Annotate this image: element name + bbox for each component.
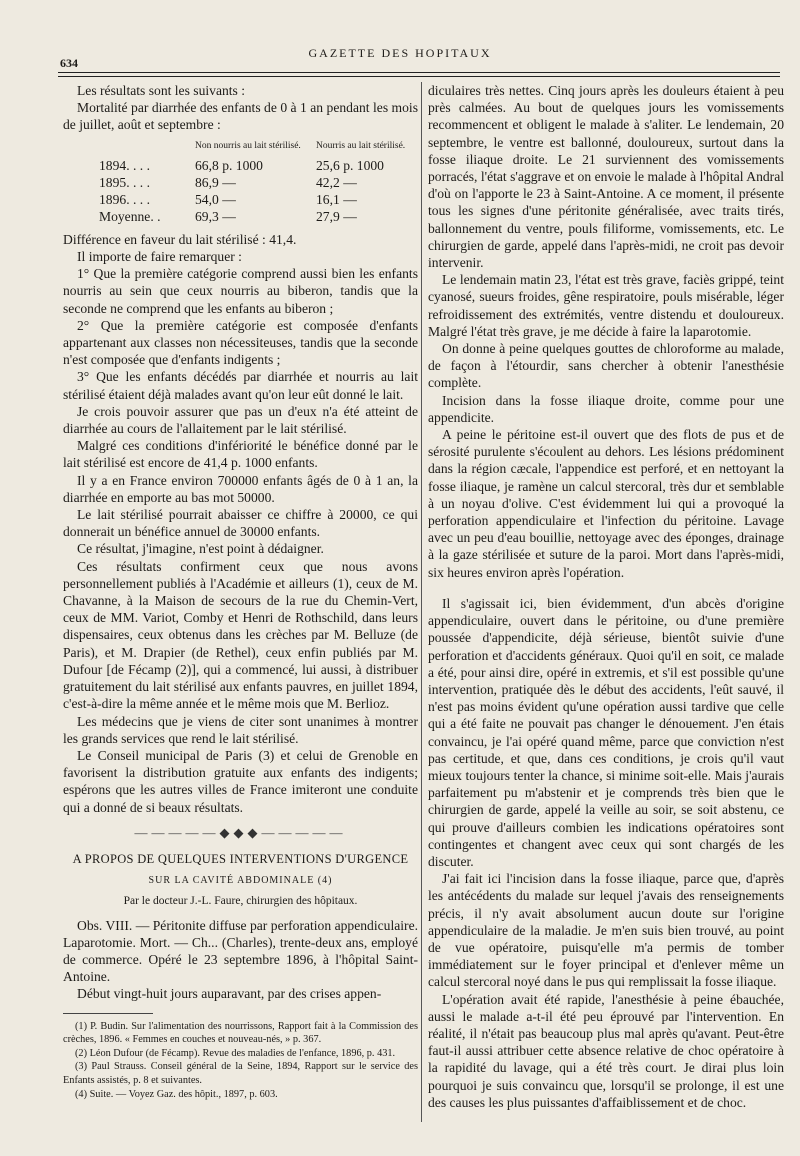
table-cell: 1896. . . .	[99, 191, 150, 207]
paragraph: Le lendemain matin 23, l'état est très grave, faciès grippé, teint cyanosé, sueurs froides, gêne respiratoire, pouls misérable, léger refroidissement des extrémités, ventre distendu et douloureux. Malgré l'état très grave, je me décide à faire la laparotomie.	[428, 272, 784, 339]
right-column	[428, 82, 784, 1111]
table-row	[63, 174, 418, 191]
table-cell: 42,2 —	[316, 174, 357, 190]
ornament-divider: —————◆◆◆—————	[134, 824, 347, 840]
paragraph: Incision dans la fosse iliaque droite, comme pour une appendicite.	[428, 392, 784, 425]
table-row	[63, 208, 418, 225]
paragraph: Ce résultat, j'imagine, n'est point à dédaigner.	[77, 541, 324, 557]
paragraph: 3° Que les enfants décédés par diarrhée et nourris au lait stérilisé étaient déjà malades avant qu'on leur eût donné le lait.	[63, 369, 418, 402]
paragraph: J'ai fait ici l'incision dans la fosse iliaque, parce que, d'après les antécédents du malade sur lequel j'avais des renseignements précis, il n'y avait absolument aucun doute sur l'origine appendiculaire de la maladie. Je m'en suis bien trouvé, au point de vue opératoire, puisqu'elle m'a permis de tomber immédiatement sur le foyer principal et d'enlever même un calcul stercoral noyé dans le pus qui remplissait la fosse iliaque.	[428, 871, 784, 990]
left-column	[63, 82, 418, 1101]
footnote-rule	[63, 1013, 153, 1014]
table-row	[63, 191, 418, 208]
section-title: A PROPOS DE QUELQUES INTERVENTIONS D'URGENCE	[72, 851, 409, 866]
section-subtitle: SUR LA CAVITÉ ABDOMINALE (4)	[148, 875, 333, 887]
mortality-table	[63, 138, 418, 225]
table-cell: Moyenne. .	[99, 208, 161, 224]
paragraph: 2° Que la première catégorie est composée d'enfants appartenant aux classes non nécessiteuses, tandis que la seconde n'est composée que d'enfants indigents ;	[63, 317, 418, 368]
paragraph: diculaires très nettes. Cinq jours après les douleurs étaient à peu près calmées. Au bout de quelques jours les vomissements recommencent et obligent le malade à s'aliter. Le lendemain, 20 septembre, le ventre est ballonné, douloureux, surtout dans la fosse iliaque droite. Le 21 surviennent des vomissements porracés, l'état s'aggrave et on envoie le malade à l'hôpital Andral d'où on l'apporte le 23 à Saint-Antoine. A ce moment, il présente tous les signes d'une péritonite généralisée, avec traits tirés, ballonnement du ventre, pouls filiforme, vomissements, etc. Le chirurgien de garde, appelé dans l'après-midi, ne croit pas devoir intervenir.	[428, 83, 784, 271]
paragraph: Les médecins que je viens de citer sont unanimes à montrer les grands services que rend le lait stérilisé.	[63, 713, 418, 746]
page-number: 634	[60, 56, 78, 70]
table-cell: 54,0 —	[195, 191, 236, 207]
paragraph: L'opération avait été rapide, l'anesthésie à peine ébauchée, aussi le malade a-t-il été peu éprouvé par l'intervention. En réalité, il n'était pas beaucoup plus mal après qu'avant. Peut-être faut-il aussi attribuer cette absence relative de choc opératoire à la rapidité du lavage, qui a été très court. Je dirai plus loin pourquoi je suis convaincu que, lorsqu'il se prolonge, il est une des causes les plus puissantes d'affaiblissement et de choc.	[428, 991, 784, 1110]
paragraph: Je crois pouvoir assurer que pas un d'eux n'a été atteint de diarrhée au cours de l'allaitement par le lait stérilisé.	[63, 403, 418, 437]
table-header: Non nourris au lait stérilisé.	[195, 140, 301, 151]
table-header	[63, 138, 195, 157]
table-cell: 86,9 —	[195, 174, 236, 190]
paragraph: On donne à peine quelques gouttes de chloroforme au malade, de façon à l'étourdir, sans chercher à obtenir l'anesthésie complète.	[428, 341, 784, 391]
footnote: (3) Paul Strauss. Conseil général de la Seine, 1894, Rapport sur le service des Enfants assistés, p. 8 et suivantes.	[63, 1061, 418, 1086]
section-author: Par le docteur J.-L. Faure, chirurgien des hôpitaux.	[123, 895, 358, 908]
paragraph: Il s'agissait ici, bien évidemment, d'un abcès d'origine appendiculaire, ouvert dans le péritoine, ou d'une première poussée d'appendicite, déjà sérieuse, bientôt suivie d'une perforation et d'accidents généraux. Quoi qu'il en soit, ce malade a été, pour ainsi dire, opéré in extremis, et s'il est possible qu'une intervention, pratiquée dès le début des accidents, l'eût sauvé, il n'est pas moins évident qu'une opération aussi tardive que celle qui a été faite ne pouvait pas changer le dénouement. J'en étais convaincu, je l'ai opéré quand même, parce que conviction n'est pas certitude, et que, dans ces conditions, je crois qu'il vaut mieux toujours tenter la chance, si minime soit-elle. Mais j'aurais parfaitement pu m'abstenir et je comprends très bien que le chirurgien de garde, appelé la veille au soir, se soit abstenu, ce qui prouve d'ailleurs combien les indications opératoires sont contingentes et changent avec ceux qui sont chargés de les discuter.	[428, 595, 784, 869]
paragraph: Le Conseil municipal de Paris (3) et celui de Grenoble en favorisent la distribution gratuite aux enfants des indigents; espérons que les autres villes de France imiteront une conduite qui a donné de si beaux résultats.	[63, 747, 418, 815]
column-divider	[421, 82, 422, 1122]
table-cell: 25,6 p. 1000	[316, 157, 384, 173]
paragraph: Ces résultats confirment ceux que nous avons personnellement publiés à l'Académie et ailleurs (1), ceux de M. Chavanne, à la Maison de secours de la rue du Chemin-Vert, ceux de MM. Variot, Comby et Henri de Rothschild, dans leurs dispensaires, ceux obtenus dans les crèches par M. Belluze (de Paris), et M. Drapier (de Rethel), ceux enfin publiés par M. Dufour [de Fécamp (2)], qui a commencé, lui aussi, à distribuer gratuitement du lait stérilisé aux enfants pauvres, en juillet 1894, c'est-à-dire la même année et le même mois que M. Berlioz.	[63, 558, 418, 712]
footnote: (2) Léon Dufour (de Fécamp). Revue des maladies de l'enfance, 1896, p. 431.	[75, 1047, 396, 1059]
spacer	[428, 581, 784, 595]
table-cell: 27,9 —	[316, 208, 357, 224]
paragraph: A peine le péritoine est-il ouvert que des flots de pus et de sérosité purulente s'écoulent au dehors. Les lésions prédominent dans la région cæcale, l'appendice est perforé, et en nettoyant la fosse iliaque, je ramène un calcul stercoral, très dur et semblable à un noyau d'olive. C'est évidemment lui qui a provoqué la perforation appendiculaire et l'infection du péritoine. Lavage avec un peu d'eau bouillie, nettoyage avec des éponges, drainage à la gaze stérilisée et suture de la paroi. Mort dans l'après-midi, six heures environ après l'opération.	[428, 427, 784, 580]
paragraph: Il importe de faire remarquer :	[77, 249, 242, 265]
paragraph: Le lait stérilisé pourrait abaisser ce chiffre à 20000, ce qui donnerait un bénéfice annuel de 30000 enfants.	[63, 507, 418, 540]
paragraph: Malgré ces conditions d'infériorité le bénéfice donné par le lait stérilisé est encore de 41,4 p. 1000 enfants.	[63, 438, 418, 471]
footnote: (1) P. Budin. Sur l'alimentation des nourrissons, Rapport fait à la Commission des crèches, 1896. « Femmes en couches et nouveau-nés, » p. 367.	[63, 1020, 418, 1046]
footnote: (4) Suite. — Voyez Gaz. des hôpit., 1897, p. 603.	[75, 1088, 278, 1100]
table-cell: 1895. . . .	[99, 174, 150, 190]
table-cell: 1894. . . .	[99, 157, 150, 173]
paragraph: Il y a en France environ 700000 enfants âgés de 0 à 1 an, la diarrhée en emporte au bas mot 50000.	[63, 472, 418, 505]
table-row	[63, 157, 418, 174]
paragraph: Mortalité par diarrhée des enfants de 0 à 1 an pendant les mois de juillet, août et septembre :	[63, 100, 418, 133]
table-cell: 16,1 —	[316, 191, 357, 207]
table-cell: 66,8 p. 1000	[195, 157, 263, 173]
header-rule	[58, 72, 780, 77]
table-header: Nourris au lait stérilisé.	[316, 140, 406, 151]
paragraph: Différence en faveur du lait stérilisé : 41,4.	[63, 231, 297, 247]
paragraph: Début vingt-huit jours auparavant, par des crises appen-	[77, 986, 382, 1002]
paragraph: 1° Que la première catégorie comprend aussi bien les enfants nourris au sein que ceux nourris au biberon, tandis que la seconde ne comprend que les enfants au biberon ;	[63, 266, 418, 316]
running-head: GAZETTE DES HOPITAUX	[308, 46, 492, 60]
paragraph: Les résultats sont les suivants :	[77, 83, 246, 98]
table-cell: 69,3 —	[195, 208, 236, 224]
observation-paragraph: Obs. VIII. — Péritonite diffuse par perforation appendiculaire. Laparotomie. Mort. — Ch... (Charles), trente-deux ans, employé de commerce. Opéré le 23 septembre 1896, à l'hôpital Saint-Antoine.	[63, 917, 418, 985]
